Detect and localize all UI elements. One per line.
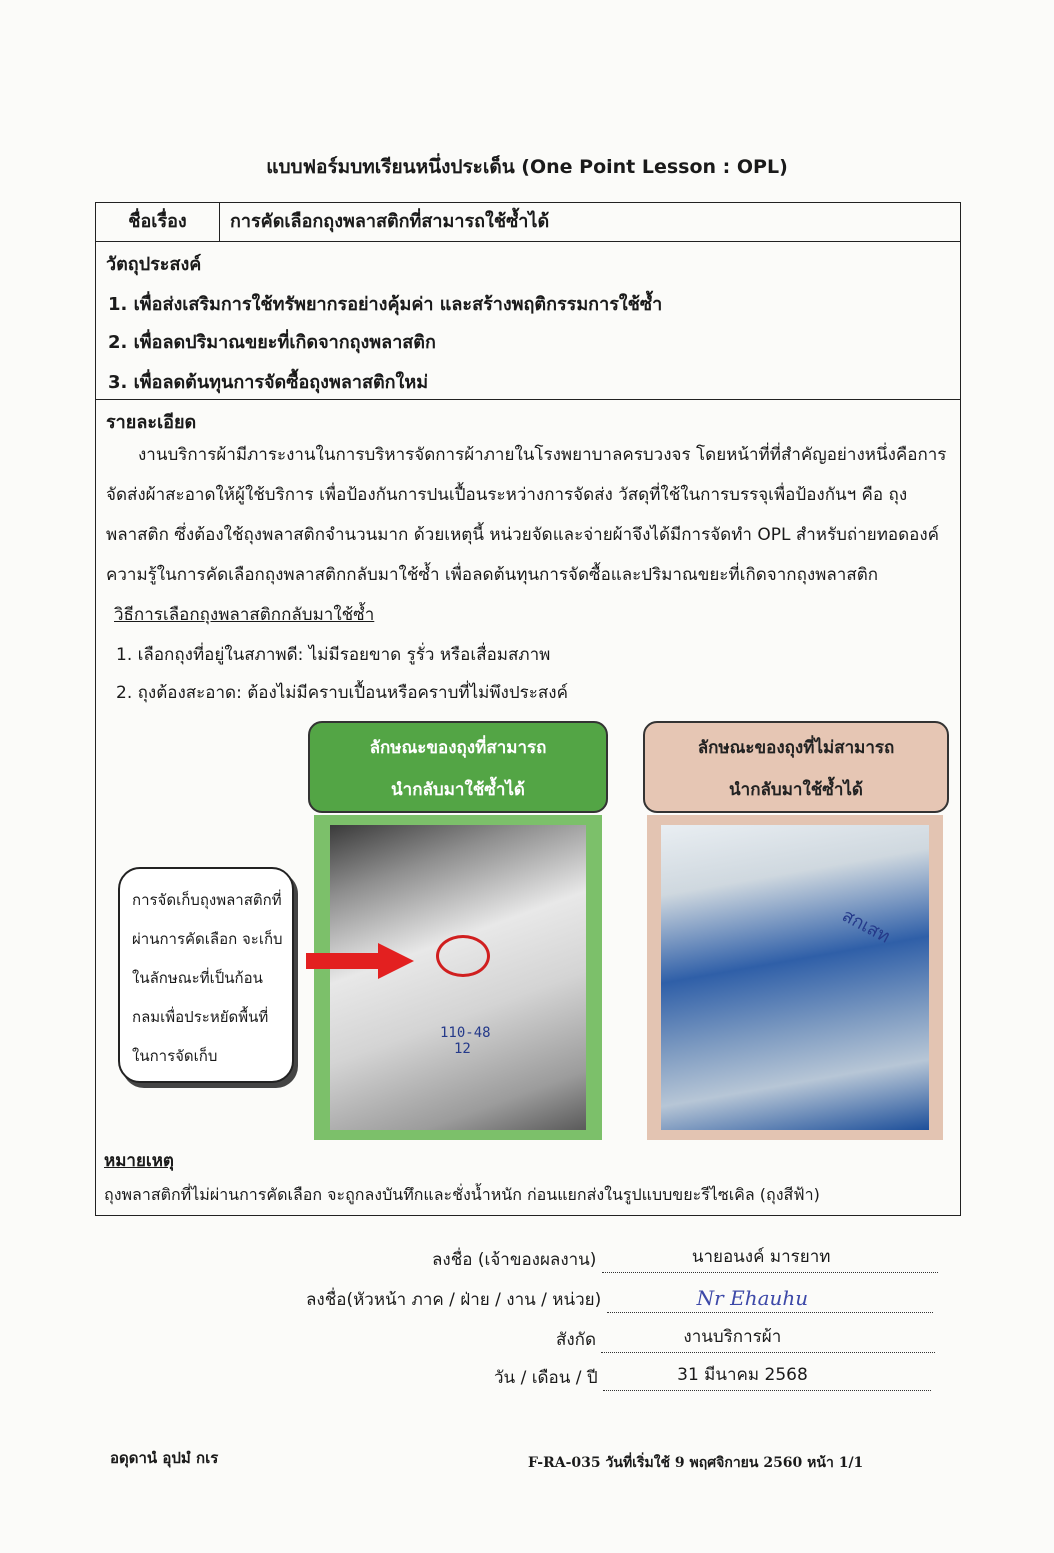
objective-item-2: 2. เพื่อลดปริมาณขยะที่เกิดจากถุงพลาสติก: [108, 332, 436, 353]
method-title: วิธีการเลือกถุงพลาสติกกลับมาใช้ซ้ำ: [114, 605, 375, 625]
storage-callout: การจัดเก็บถุงพลาสติกที่ผ่านการคัดเลือก จะเก็บในลักษณะที่เป็นก้อนกลมเพื่อประหยัดพื้นที่ในการจัดเก็บ: [118, 867, 294, 1083]
details-heading: รายละเอียด: [106, 412, 197, 433]
head-signature-field: [607, 1286, 933, 1313]
photo-handwriting-3: สกเสท: [838, 905, 894, 948]
section-divider: [96, 399, 960, 400]
date-line: [494, 1364, 931, 1391]
non-reusable-bag-photo: [661, 825, 929, 1130]
affiliation-field: [601, 1327, 935, 1353]
reusable-bag-banner-line1: ลักษณะของถุงที่สามารถ: [369, 738, 547, 758]
method-step-1: 1. เลือกถุงที่อยู่ในสภาพดี: ไม่มีรอยขาด รูรั่ว หรือเสื่อมสภาพ: [116, 645, 551, 665]
footer-form-code: F-RA-035 วันที่เริ่มใช้ 9 พฤศจิกายน 2560 หน้า 1/1: [528, 1455, 864, 1471]
non-reusable-bag-banner-line1: ลักษณะของถุงที่ไม่สามารถ: [697, 738, 895, 758]
remark-heading: หมายเหตุ: [104, 1151, 174, 1171]
form-frame: [95, 202, 961, 1216]
owner-name: นายอนงค์ มารยาท: [691, 1247, 831, 1267]
non-reusable-bag-banner-line2: นำกลับมาใช้ซ้ำได้: [729, 780, 863, 800]
affiliation-value: งานบริการผ้า: [683, 1327, 782, 1347]
subject-label: ชื่อเรื่อง: [96, 203, 220, 241]
handwritten-signature: Nr Ehauhu: [696, 1286, 809, 1310]
objective-item-3: 3. เพื่อลดต้นทุนการจัดซื้อถุงพลาสติกใหม่: [108, 372, 429, 393]
objectives-heading: วัตถุประสงค์: [106, 254, 202, 275]
non-reusable-bag-photo-frame: [647, 815, 943, 1140]
date-label: วัน / เดือน / ปี: [494, 1368, 598, 1388]
red-arrow-icon: [304, 941, 416, 981]
photo-handwriting-2: 12: [454, 1041, 471, 1057]
footer-motto: อดุดานํ อุปมํ กเร: [110, 1449, 219, 1467]
remark-text: ถุงพลาสติกที่ไม่ผ่านการคัดเลือก จะถูกลงบันทึกและชั่งน้ำหนัก ก่อนแยกส่งในรูปแบบขยะรีไซเคิล (ถุงสีฟ้า): [104, 1185, 820, 1204]
owner-signature-label: ลงชื่อ (เจ้าของผลงาน): [432, 1250, 597, 1270]
photo-handwriting-1: 110-48: [440, 1025, 491, 1041]
details-paragraph-text: งานบริการผ้ามีภาระงานในการบริหารจัดการผ้าภายในโรงพยาบาลครบวงจร โดยหน้าที่ที่สำคัญอย่างหนึ่งคือการจัดส่งผ้าสะอาดให้ผู้ใช้บริการ เพื่อป้องกันการปนเปื้อนระหว่างการจัดส่ง วัสดุที่ใช้ในการบรรจุเพื่อป้องกันฯ คือ ถุงพลาสติก ซึ่งต้องใช้ถุงพลาสติกจำนวนมาก ด้วยเหตุนี้ หน่วยจัดและจ่ายผ้าจึงได้มีการจัดทำ OPL สำหรับถ่ายทอดองค์ความรู้ในการคัดเลือกถุงพลาสติกกลับมาใช้ซ้ำ เพื่อลดต้นทุนการจัดซื้อและปริมาณขยะที่เกิดจากถุงพลาสติก: [106, 445, 947, 585]
head-signature-line: [306, 1286, 933, 1313]
owner-signature-field: [602, 1247, 938, 1273]
affiliation-label: สังกัด: [556, 1330, 597, 1350]
head-signature-label: ลงชื่อ(หัวหน้า ภาค / ฝ่าย / งาน / หน่วย): [306, 1290, 602, 1310]
reusable-bag-banner-line2: นำกลับมาใช้ซ้ำได้: [391, 780, 525, 800]
objective-item-1: 1. เพื่อส่งเสริมการใช้ทรัพยากรอย่างคุ้มค่า และสร้างพฤติกรรมการใช้ซ้ำ: [108, 294, 663, 315]
owner-signature-line: [432, 1246, 938, 1273]
subject-row: [96, 203, 960, 242]
form-title: แบบฟอร์มบทเรียนหนึ่งประเด็น (One Point Lesson : OPL): [266, 156, 788, 178]
subject-value: การคัดเลือกถุงพลาสติกที่สามารถใช้ซ้ำได้: [230, 211, 550, 232]
highlight-circle-icon: [436, 935, 490, 977]
affiliation-line: [556, 1326, 935, 1353]
date-value: 31 มีนาคม 2568: [677, 1365, 808, 1385]
method-step-2: 2. ถุงต้องสะอาด: ต้องไม่มีคราบเปื้อนหรือคราบที่ไม่พึงประสงค์: [116, 683, 568, 703]
details-paragraph: [106, 435, 952, 595]
non-reusable-bag-banner: [643, 721, 949, 813]
reusable-bag-banner: [308, 721, 608, 813]
date-field: [603, 1365, 931, 1391]
